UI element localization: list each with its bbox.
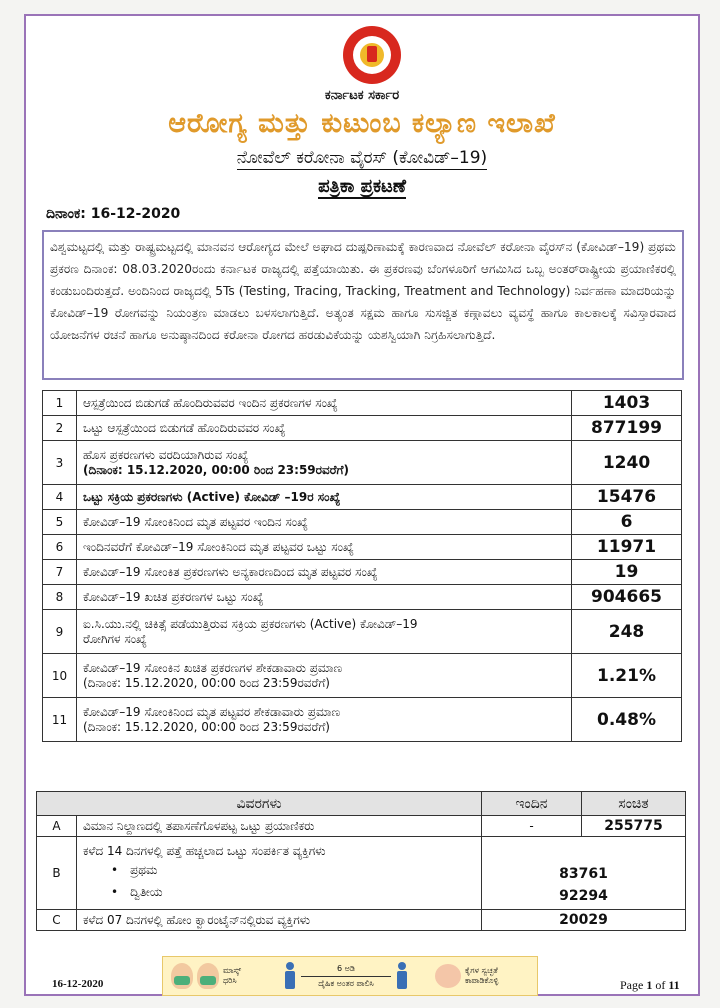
table-row	[43, 654, 682, 698]
list-item: • ದ್ವಿತೀಯ	[83, 881, 475, 903]
row-value: 877199	[572, 416, 682, 441]
row-values	[482, 837, 686, 910]
row-letter: B	[37, 837, 77, 910]
row-label-cell	[77, 535, 572, 560]
stats-table	[42, 390, 682, 742]
row-value: 6	[572, 510, 682, 535]
person-icon	[283, 962, 297, 990]
subtitle	[26, 148, 698, 168]
government-name: ಕರ್ನಾಟಕ ಸರ್ಕಾರ	[324, 88, 400, 103]
table-row	[43, 585, 682, 610]
row-today: -	[482, 816, 582, 837]
value-secondary: 92294	[559, 888, 608, 904]
row-label: ಕಳೆದ 07 ದಿನಗಳಲ್ಲಿ ಹೋಂ ಕ್ವಾರಂಟೈನ್‌ನಲ್ಲಿರುವ ವ್ಯಕ್ತಿಗಳು	[77, 910, 482, 931]
hand-wash-icon	[435, 964, 461, 988]
table-row	[43, 510, 682, 535]
row-label: ಹೊಸ ಪ್ರಕರಣಗಳು ವರದಿಯಾಗಿರುವ ಸಂಖ್ಯೆ	[83, 447, 249, 462]
page-number	[620, 978, 680, 993]
row-label: ಐ.ಸಿ.ಯು.ನಲ್ಲಿ ಚಿಕಿತ್ಸೆ ಪಡೆಯುತ್ತಿರುವ ಸಕ್ರಿಯ ಪ್ರಕರಣಗಳು (Active) ಕೋವಿಡ್–19	[83, 616, 418, 631]
table-row	[43, 441, 682, 485]
row-value: 11971	[572, 535, 682, 560]
press-release-heading	[26, 176, 698, 197]
row-number: 1	[43, 391, 77, 416]
row-label-cell	[77, 610, 572, 654]
subtitle-text: ನೋವೆಲ್ ಕರೋನಾ ವೈರಸ್ (ಕೋವಿಡ್–19)	[236, 148, 488, 168]
row-value: 248	[572, 610, 682, 654]
department-title: ಆರೋಗ್ಯ ಮತ್ತು ಕುಟುಂಬ ಕಲ್ಯಾಣ ಇಲಾಖೆ	[168, 108, 556, 139]
table-row	[43, 391, 682, 416]
row-value: 1403	[572, 391, 682, 416]
row-number: 10	[43, 654, 77, 698]
row-label-group	[77, 837, 482, 910]
row-label-cell	[77, 485, 572, 510]
distance-label	[301, 964, 391, 989]
hands-group	[435, 964, 529, 988]
person-icon	[395, 962, 409, 990]
page-total: 11	[668, 978, 680, 992]
government-seal-icon	[341, 24, 403, 86]
row-label-cell	[77, 510, 572, 535]
row-value: 0.48%	[572, 698, 682, 742]
row-value: 904665	[572, 585, 682, 610]
hands-text: ಕೈಗಳ ಸ್ವಚ್ಛತೆ ಕಾಪಾಡಿಕೊಳ್ಳಿ	[465, 966, 499, 985]
page-of: of	[652, 978, 669, 992]
row-number: 9	[43, 610, 77, 654]
header-cumulative: ಸಂಚಿತ	[582, 792, 686, 816]
row-label: ಕೋವಿಡ್–19 ಸೋಂಕಿನಿಂದ ಮೃತ ಪಟ್ಟವರ ಇಂದಿನ ಸಂಖ್ಯೆ	[83, 514, 308, 529]
row-label: ಇಂದಿನವರೆಗೆ ಕೋವಿಡ್–19 ಸೋಂಕಿನಿಂದ ಮೃತ ಪಟ್ಟವರ ಒಟ್ಟು ಸಂಖ್ಯೆ	[83, 539, 354, 554]
row-label-cell	[77, 391, 572, 416]
row-label-cell	[77, 585, 572, 610]
face-mask-icon	[197, 963, 219, 989]
row-number: 11	[43, 698, 77, 742]
row-sublabel: (ದಿನಾಂಕ: 15.12.2020, 00:00 ರಿಂದ 23:59ರವರೆಗೆ)	[83, 675, 330, 690]
row-number: 4	[43, 485, 77, 510]
row-sublabel: (ದಿನಾಂಕ: 15.12.2020, 00:00 ರಿಂದ 23:59ರವರೆಗೆ)	[83, 462, 349, 477]
row-total: 255775	[582, 816, 686, 837]
mask-text: ಮಾಸ್ಕ್ ಧರಿಸಿ	[223, 966, 242, 985]
row-value: 1.21%	[572, 654, 682, 698]
press-release-text: ಪತ್ರಿಕಾ ಪ್ರಕಟಣೆ	[318, 176, 406, 197]
table-row	[43, 535, 682, 560]
footer-date: 16-12-2020	[52, 978, 104, 990]
list-item: • ಪ್ರಥಮ	[83, 859, 475, 881]
value-primary: 83761	[559, 866, 608, 882]
distance-bottom: ದೈಹಿಕ ಅಂತರ ಪಾಲಿಸಿ	[318, 978, 374, 988]
row-label-cell	[77, 416, 572, 441]
row-label-cell	[77, 654, 572, 698]
row-label: ಆಸ್ಪತ್ರೆಯಿಂದ ಬಿಡುಗಡೆ ಹೊಂದಿರುವವರ ಇಂದಿನ ಪ್ರಕರಣಗಳ ಸಂಖ್ಯೆ	[83, 395, 338, 410]
table-row	[37, 910, 686, 931]
safety-banner	[162, 956, 538, 996]
row-sublabel: (ದಿನಾಂಕ: 15.12.2020, 00:00 ರಿಂದ 23:59ರವರೆಗೆ)	[83, 719, 330, 734]
row-label: ಕೋವಿಡ್–19 ಖಚಿತ ಪ್ರಕರಣಗಳ ಒಟ್ಟು ಸಂಖ್ಯೆ	[83, 589, 264, 604]
row-number: 5	[43, 510, 77, 535]
row-sublabel: ರೋಗಿಗಳ ಸಂಖ್ಯೆ	[83, 631, 147, 646]
row-value: 1240	[572, 441, 682, 485]
row-number: 3	[43, 441, 77, 485]
row-label: ವಿಮಾನ ನಿಲ್ದಾಣದಲ್ಲಿ ತಪಾಸಣೆಗೊಳಪಟ್ಟ ಒಟ್ಟು ಪ್ರಯಾಣಿಕರು	[77, 816, 482, 837]
row-value: 19	[572, 560, 682, 585]
distance-top: 6 ಅಡಿ	[337, 963, 355, 973]
row-number: 2	[43, 416, 77, 441]
table-row	[43, 560, 682, 585]
table-row	[37, 816, 686, 837]
distance-line	[301, 976, 391, 977]
row-label-cell	[77, 698, 572, 742]
press-release-page	[24, 14, 700, 996]
row-label: ಒಟ್ಟು ಸಕ್ರಿಯ ಪ್ರಕರಣಗಳು (Active) ಕೋವಿಡ್ –19ರ ಸಂಖ್ಯೆ	[83, 489, 341, 504]
row-letter: C	[37, 910, 77, 931]
row-label: ಕೋವಿಡ್–19 ಸೋಂಕಿನ ಖಚಿತ ಪ್ರಕರಣಗಳ ಶೇಕಡಾವಾರು ಪ್ರಮಾಣ	[83, 660, 343, 675]
row-label: ಕೋವಿಡ್–19 ಸೋಂಕಿತ ಪ್ರಕರಣಗಳು ಅನ್ಯಕಾರಣದಿಂದ ಮೃತ ಪಟ್ಟವರ ಸಂಖ್ಯೆ	[83, 564, 378, 579]
face-mask-icon	[171, 963, 193, 989]
table-row	[43, 416, 682, 441]
row-number: 7	[43, 560, 77, 585]
header-today: ಇಂದಿನ	[482, 792, 582, 816]
table-row	[43, 698, 682, 742]
row-label: ಒಟ್ಟು ಆಸ್ಪತ್ರೆಯಿಂದ ಬಿಡುಗಡೆ ಹೊಂದಿರುವವರ ಸಂಖ್ಯೆ	[83, 420, 286, 435]
row-label: ಕಳೆದ 14 ದಿನಗಳಲ್ಲಿ ಪತ್ತೆ ಹಚ್ಚಲಾದ ಒಟ್ಟು ಸಂಪರ್ಕಿತ ವ್ಯಕ್ತಿಗಳು	[83, 843, 326, 858]
cumulative-table	[36, 791, 686, 931]
cumulative-header-row	[37, 792, 686, 816]
distance-group	[283, 962, 409, 990]
row-total: 20029	[482, 910, 686, 931]
intro-paragraph: ವಿಶ್ವಮಟ್ಟದಲ್ಲಿ ಮತ್ತು ರಾಷ್ಟ್ರಮಟ್ಟದಲ್ಲಿ ಮಾನವನ ಆರೋಗ್ಯದ ಮೇಲೆ ಅಘಾದ ದುಷ್ಪರಿಣಾಮಕ್ಕೆ ಕಾರಣವಾದ ನೋವೆಲ್ ಕರೋನಾ ವೈರಸ್‌ನ (ಕೋವಿಡ್–19) ಪ್ರಥಮ ಪ್ರಕರಣ ದಿನಾಂಕ: 08.03.2020ರಂದು ಕರ್ನಾಟಕ ರಾಜ್ಯದಲ್ಲಿ ಪತ್ತೆಯಾಯಿತು. ಈ ಪ್ರಕರಣವು ಬೆಂಗಳೂರಿಗೆ ಆಗಮಿಸಿದ ಒಬ್ಬ ಅಂತರ್‌ರಾಷ್ಟ್ರೀಯ ಪ್ರಯಾಣಿಕರಲ್ಲಿ ಕಂಡುಬಂದಿರುತ್ತದೆ. ಅಂದಿನಿಂದ ರಾಜ್ಯದಲ್ಲಿ 5Ts (Testing, Tracing, Tracking, Treatment and Technology) ನಿರ್ವಹಣಾ ಮಾದರಿಯನ್ನು ಕೋವಿಡ್–19 ರೋಗವನ್ನು ನಿಯಂತ್ರಣ ಮಾಡಲು ಬಳಸಲಾಗುತ್ತಿದೆ. ಅತ್ಯಂತ ಸಕ್ಷಮ ಹಾಗೂ ಸುಸಜ್ಜಿತ ಕಣ್ಗಾವಲು ವ್ಯವಸ್ಥೆ ಹಾಗೂ ಕಾಲಕಾಲಕ್ಕೆ ಸವಿಸ್ತಾರವಾದ ಯೋಜನೆಗಳ ರಚನೆ ಹಾಗೂ ಅನುಷ್ಠಾನದಿಂದ ಕರೋನಾ ರೋಗದ ಹರಡುವಿಕೆಯನ್ನು ಯಶಸ್ವಿಯಾಗಿ ನಿಗ್ರಹಿಸಲಾಗುತ್ತಿದೆ.	[42, 230, 684, 380]
row-label-cell	[77, 560, 572, 585]
row-number: 6	[43, 535, 77, 560]
page-prefix: Page	[620, 978, 647, 992]
page-current: 1	[646, 978, 653, 992]
row-label-cell	[77, 441, 572, 485]
table-row	[43, 610, 682, 654]
table-row	[37, 837, 686, 910]
header-details: ವಿವರಗಳು	[37, 792, 482, 816]
row-number: 8	[43, 585, 77, 610]
mask-group	[171, 963, 257, 989]
row-value: 15476	[572, 485, 682, 510]
row-letter: A	[37, 816, 77, 837]
release-date: ದಿನಾಂಕ: 16-12-2020	[46, 206, 181, 222]
row-label: ಕೋವಿಡ್–19 ಸೋಂಕಿನಿಂದ ಮೃತ ಪಟ್ಟವರ ಶೇಕಡಾವಾರು ಪ್ರಮಾಣ	[83, 704, 341, 719]
table-row	[43, 485, 682, 510]
